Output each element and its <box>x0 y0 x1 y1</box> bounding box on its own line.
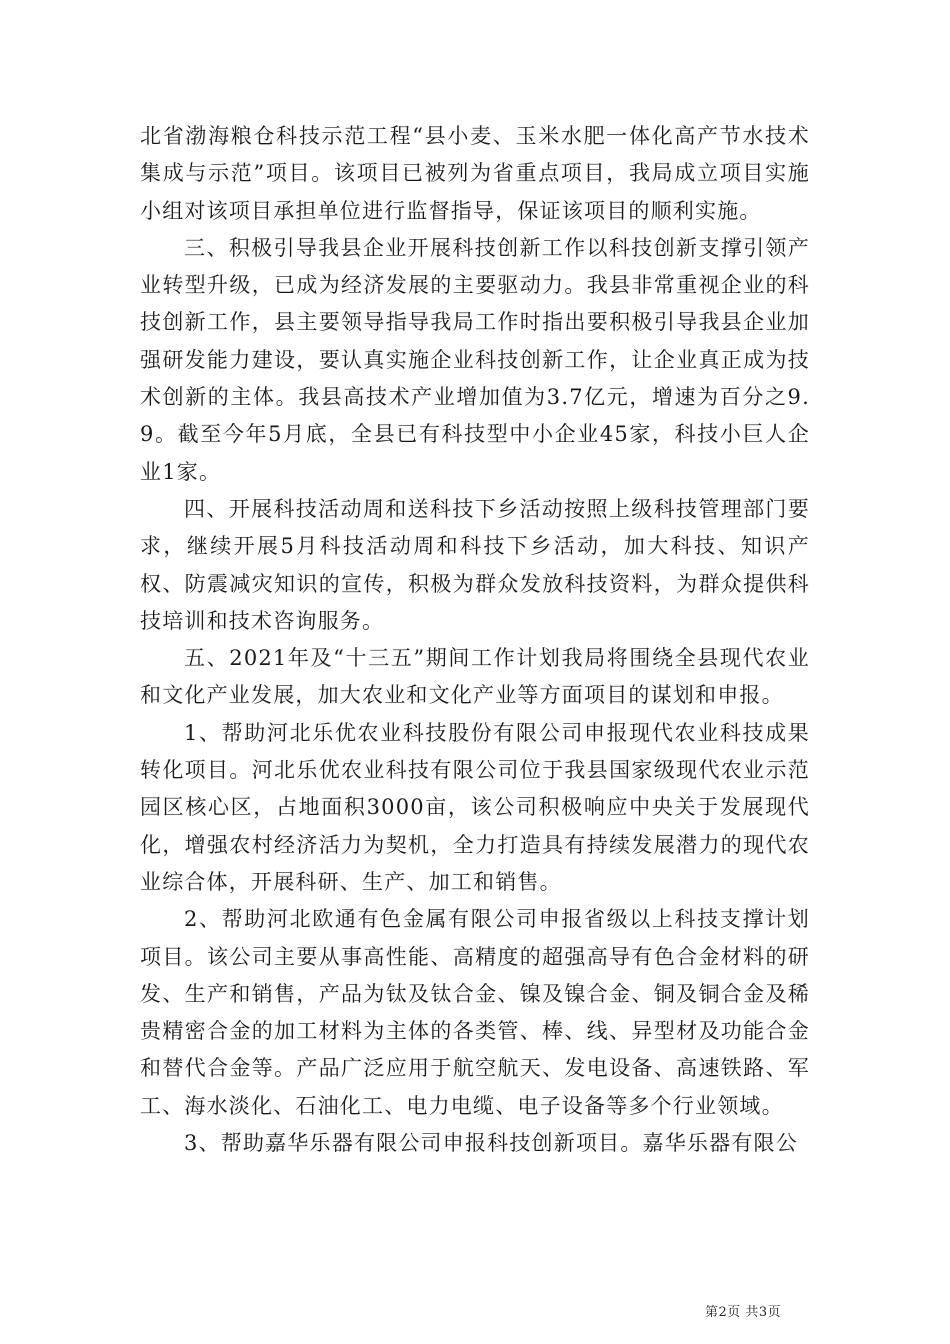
page-number-footer: 第2页 共3页 <box>705 1305 782 1320</box>
document-body <box>140 118 810 1162</box>
paragraph-2: 三、积极引导我县企业开展科技创新工作以科技创新支撑引领产业转型升级，已成为经济发展的主要驱动力。我县非常重视企业的科技创新工作，县主要领导指导我局工作时指出要积极引导我县企业加强研发能力建设，要认真实施企业科技创新工作，让企业真正成为技术创新的主体。我县高技术产业增加值为3.7亿元，增速为百分之9.9。截至今年5月底，全县已有科技型中小企业45家，科技小巨人企业1家。 <box>140 235 810 484</box>
paragraph-7: 3、帮助嘉华乐器有限公司申报科技创新项目。嘉华乐器有限公 <box>184 1131 798 1156</box>
paragraph-6: 2、帮助河北欧通有色金属有限公司申报省级以上科技支撑计划项目。该公司主要从事高性能、高精度的超强高导有色合金材料的研发、生产和销售，产品为钛及钛合金、镍及镍合金、铜及铜合金及稀贵精密合金的加工材料为主体的各类管、棒、线、异型材及功能合金和替代合金等。产品广泛应用于航空航天、发电设备、高速铁路、军工、海水淡化、石油化工、电力电缆、电子设备等多个行业领域。 <box>140 907 810 1118</box>
paragraph-1: 北省渤海粮仓科技示范工程“县小麦、玉米水肥一体化高产节水技术集成与示范”项目。该项目已被列为省重点项目，我局成立项目实施小组对该项目承担单位进行监督指导，保证该项目的顺利实施。 <box>140 124 810 223</box>
paragraph-5: 1、帮助河北乐优农业科技股份有限公司申报现代农业科技成果转化项目。河北乐优农业科技有限公司位于我县国家级现代农业示范园区核心区，占地面积3000亩，该公司积极响应中央关于发展现代化，增强农村经济活力为契机，全力打造具有持续发展潜力的现代农业综合体，开展科研、生产、加工和销售。 <box>140 720 810 894</box>
paragraph-4: 五、2021年及“十三五”期间工作计划我局将围绕全县现代农业和文化产业发展，加大农业和文化产业等方面项目的谋划和申报。 <box>140 646 810 708</box>
paragraph-3: 四、开展科技活动周和送科技下乡活动按照上级科技管理部门要求，继续开展5月科技活动周和科技下乡活动，加大科技、知识产权、防震减灾知识的宣传，积极为群众发放科技资料，为群众提供科技培训和技术咨询服务。 <box>140 496 810 633</box>
